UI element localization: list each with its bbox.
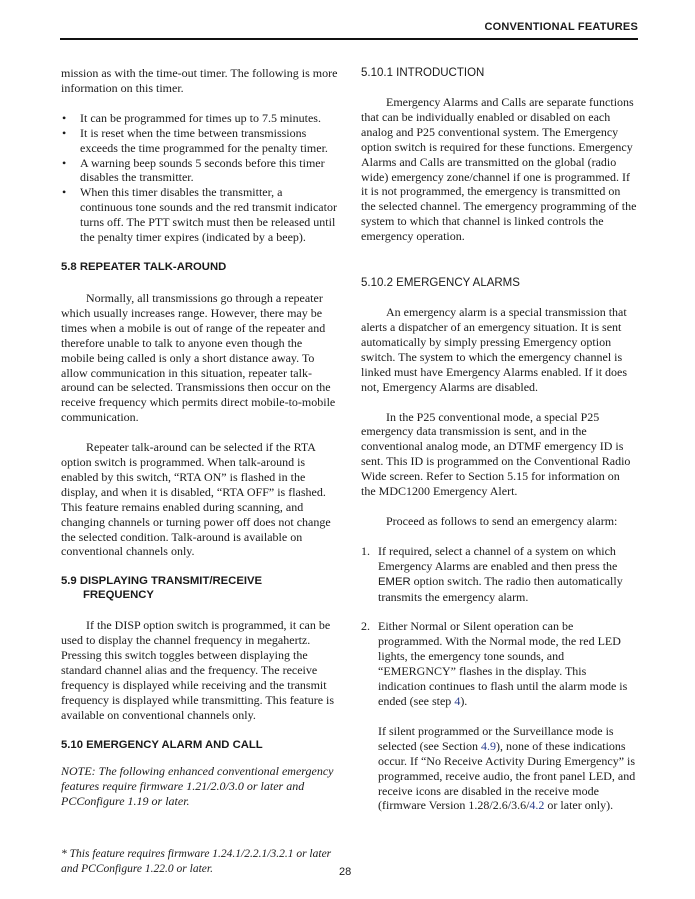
- numbered-step-2: 2. Either Normal or Silent operation can be programmed. With the Normal mode, the red LED lights, the emergency tone sounds, and “EMERGNCY” flashes in the display. This indication continues to flash until the alarm mode is ended (see step 4). If silent programmed or the Surveillance mode is selected (see Section 4.9), none of these indications occur. If “No Receive Activity During Emergency” is programmed, receive audio, the front panel LED, and receive icons are disabled in the receive mode (firmware Version 1.28/2.6/3.6/4.2 or later only).: [361, 619, 636, 813]
- firmware-note: NOTE: The following enhanced conventional emergency features require firmware 1.21/2.0/3.0 or later and PCConfigure 1.19 or later.: [61, 763, 334, 808]
- bullet-item: • A warning beep sounds 5 seconds before this timer disables the transmitter.: [62, 155, 325, 185]
- paragraph: Emergency Alarms and Calls are separate functions that can be individually enabled or disabled on each analog and P25 conventional system. The Emergency option switch is required for these functions. Emergency Alarms and Calls are transmitted on the global (radio wide) emergency zone/channel if one is programmed. If it is not programmed, the emergency is transmitted on the selected channel. The emergency programming of the system to which that channel is linked controls the emergency operation.: [361, 95, 637, 244]
- left-column: [61, 66, 338, 808]
- section-reference-link[interactable]: 4.9: [480, 738, 496, 753]
- intro-paragraph: mission as with the time-out timer. The following is more information on this timer.: [61, 66, 338, 95]
- section-heading-5-10-2: 5.10.2 EMERGENCY ALARMS: [361, 277, 520, 290]
- bullet-dot-icon: •: [62, 185, 67, 200]
- paragraph: In the P25 conventional mode, a special P25 emergency data transmission is sent, and in the conventional analog mode, an DTMF emergency ID is sent. This ID is programmed on the Conventional Radio Wide screen. Refer to Section 5.15 for information on the MDC1200 Emergency Alert.: [361, 409, 631, 499]
- paragraph: An emergency alarm is a special transmission that alerts a dispatcher of an emergency situation. It is sent automatically by simply pressing Emergency option switch. The system to which the emergency channel is linked must have Emergency Alarms enabled. If it does not, Emergency Alarms are disabled.: [361, 305, 628, 394]
- step-reference-link[interactable]: 4: [454, 694, 461, 708]
- paragraph: If silent programmed or the Surveillance mode is selected (see Section 4.9), none of these indications occur. If “No Receive Activity During Emergency” is programmed, receive audio, the front panel LED, and receive icons are disabled in the receive mode (firmware Version 1.28/2.6/3.6/4.2 or later only).: [378, 723, 636, 813]
- section-heading-5-9: 5.9 DISPLAYING TRANSMIT/RECEIVE FREQUENCY: [61, 575, 263, 602]
- section-heading-5-10-1: 5.10.1 INTRODUCTION: [361, 67, 485, 79]
- numbered-step-1: 1. If required, select a channel of a system on which Emergency Alarms are enabled and then press the EMER option switch. The radio then automatically transmits the emergency alarm.: [361, 543, 623, 604]
- header-title: CONVENTIONAL FEATURES: [484, 21, 638, 33]
- bullet-item: • It can be programmed for times up to 7.5 minutes.: [62, 110, 321, 125]
- right-column: [361, 66, 637, 813]
- paragraph: Normally, all transmissions go through a repeater which usually increases range. However, there may be times when a mobile is out of range of the repeater and therefore unable to talk to anyone even though the mobile being called is only a short distance away. To allow communication in this situation, repeater talk-around can be selected. Transmissions then occur on the receive frequency which permits direct mobile-to-mobile communication.: [61, 290, 336, 425]
- paragraph: Proceed as follows to send an emergency alarm:: [386, 513, 618, 528]
- bullet-item: • It is reset when the time between transmissions exceeds the time programmed for the penalty timer.: [62, 125, 328, 155]
- emer-switch-label: EMER: [378, 575, 411, 588]
- firmware-version-link[interactable]: 4.2: [529, 798, 545, 813]
- bullet-item: • When this timer disables the transmitter, a continuous tone sounds and the red transmit indicator turns off. The PTT switch must then be released until the penalty timer expires (indicated by a beep).: [62, 185, 337, 245]
- bullet-dot-icon: •: [62, 125, 67, 140]
- section-heading-5-10: 5.10 EMERGENCY ALARM AND CALL: [61, 738, 263, 751]
- bullet-dot-icon: •: [62, 155, 67, 170]
- paragraph: If the DISP option switch is programmed, it can be used to display the channel frequency in megahertz. Pressing this switch toggles between displaying the standard channel alias and the frequency. The receive frequency is displayed while receiving and the transmit frequency is displayed while transmitting. This feature is available on conventional channels only.: [61, 618, 335, 722]
- section-heading-5-8: 5.8 REPEATER TALK-AROUND: [61, 260, 227, 273]
- paragraph: Repeater talk-around can be selected if the RTA option switch is programmed. When talk-around is enabled by this switch, “RTA ON” is flashed in the display, and when it is disabled, “RTA OFF” is flashed. This feature remains enabled during scanning, and changing channels or turning power off does not change the selected condition. Talk-around is available on conventional channels only.: [61, 440, 331, 559]
- bullet-dot-icon: •: [62, 110, 67, 125]
- page-number: 28: [339, 866, 352, 878]
- footnote: * This feature requires firmware 1.24.1/2.2.1/3.2.1 or later and PCConfigure 1.22.0 or later.: [61, 848, 332, 875]
- page-header: [60, 16, 638, 40]
